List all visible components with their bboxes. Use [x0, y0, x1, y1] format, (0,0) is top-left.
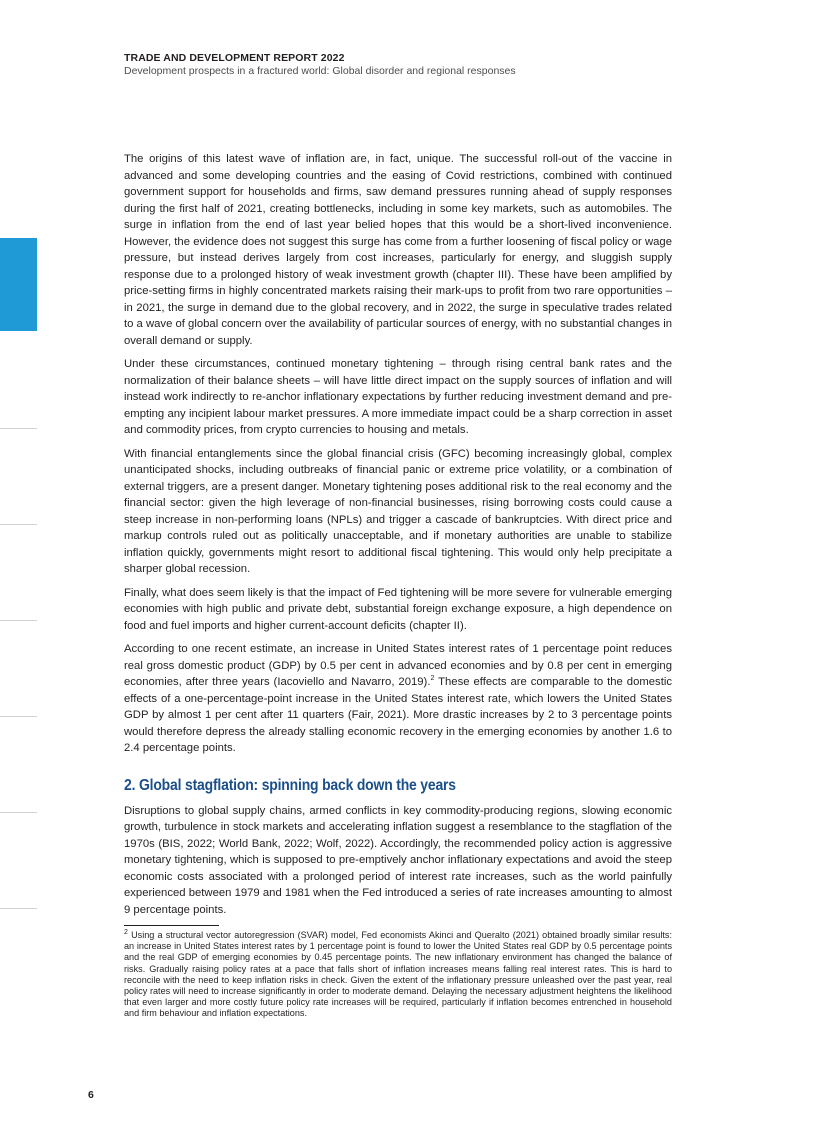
body-text: [124, 151, 672, 1020]
paragraph: [124, 641, 672, 757]
paragraph: Finally, what does seem likely is that the impact of Fed tightening will be more severe for vulnerable emerging economies with high public and private debt, substantial foreign exchange exposure, a high dependence on food and fuel imports and higher current-account deficits (chapter II).: [124, 586, 672, 632]
page-number: 6: [88, 1089, 94, 1101]
paragraph-text: According to one recent estimate, an increase in United States interest rates of 1 percentage point reduces real gross domestic product (GDP) by 0.5 per cent in advanced economies and by 0.8 per cent in emerging economies, after three years (Iacoviello and Navarro, 2019).: [124, 643, 672, 688]
section-heading: 2. Global stagflation: spinning back down the years: [124, 776, 456, 794]
footnote-divider: [124, 925, 219, 926]
footnote-reference[interactable]: 2: [430, 675, 435, 683]
paragraph: Disruptions to global supply chains, armed conflicts in key commodity-producing regions, slowing economic growth, turbulence in stock markets and accelerating inflation suggest a resemblance to the stagflation of the 1970s (BIS, 2022; World Bank, 2022; Wolf, 2022). Accordingly, the recommended policy action is aggressive monetary tightening, which is supposed to pre-emptively anchor inflationary expectations and avoid the steep economic costs associated with a prolonged period of interest rate increases, such as the world painfully experienced between 1979 and 1981 when the Fed introduced a series of rate increases amounting to almost 9 percentage points.: [124, 804, 672, 916]
side-divider: [0, 620, 37, 621]
side-divider: [0, 524, 37, 525]
footnote: [124, 930, 672, 1020]
paragraph: The origins of this latest wave of inflation are, in fact, unique. The successful roll-out of the vaccine in advanced and some developing countries and the easing of Covid restrictions, combined with continued government support for households and firms, saw demand pressures running ahead of supply responses during the first half of 2021, creating bottlenecks, including in some key markets, such as automobiles. The surge in inflation from the end of last year belied hopes that this would be a short-lived inconvenience. However, the evidence does not suggest this surge has come from a further loosening of fiscal policy or wage pressure, but instead derives largely from cost increases, particularly for energy, and sluggish supply response due to a prolonged history of weak investment growth (chapter III). These have been amplified by price-setting firms in highly concentrated markets raising their mark-ups to profit from two rare opportunities – in 2021, the surge in demand due to the global recovery, and in 2022, the surge in speculative trades related to a wave of global concern over the availability of particular sources of energy, with no substantial changes in overall demand or supply.: [124, 153, 672, 347]
paragraph: With financial entanglements since the global financial crisis (GFC) becoming increasingly global, complex unanticipated shocks, including outbreaks of financial panic or extreme price volatility, or a combination of external triggers, are a present danger. Monetary tightening poses additional risk to the real economy and the financial sector: given the high leverage of non-financial businesses, rising borrowing costs could cause a steep increase in non-performing loans (NPLs) and trigger a cascade of bankruptcies. With direct price and markup controls ruled out as politically unacceptable, and if monetary authorities are unable to stabilize inflation quickly, governments might resort to additional fiscal tightening. This would only help precipitate a sharper global recession.: [124, 447, 672, 575]
paragraph: Under these circumstances, continued monetary tightening – through rising central bank rates and the normalization of their balance sheets – will have little direct impact on the supply sources of inflation and will instead work indirectly to re-anchor inflationary expectations by further reducing investment demand and pre-empting any incipient labour market pressures. A more immediate impact could be a sharp correction in asset and commodity prices, from crypto currencies to housing and metals.: [124, 358, 672, 436]
report-title: TRADE AND DEVELOPMENT REPORT 2022: [124, 52, 345, 64]
side-divider: [0, 716, 37, 717]
side-divider: [0, 428, 37, 429]
running-header: [124, 52, 516, 78]
paragraph-text: These effects are comparable to the domestic effects of a one-percentage-point increase in the United States interest rate, which lowers the United States GDP by almost 1 per cent after 11 quarters (Fair, 2021). More drastic increases by 2 to 3 percentage points would therefore depress the already stalling economic recovery in the emerging economies by another 1.6 to 2.4 percentage points.: [124, 676, 672, 754]
side-divider: [0, 812, 37, 813]
side-divider: [0, 908, 37, 909]
report-subtitle: Development prospects in a fractured world: Global disorder and regional responses: [124, 65, 516, 77]
footnote-marker: 2: [124, 928, 128, 936]
chapter-tab-marker[interactable]: [0, 238, 37, 331]
footnote-text: Using a structural vector autoregression (SVAR) model, Fed economists Akinci and Queralto (2021) obtained broadly similar results: an increase in United States interest rates by 1 percentage point is found to lower the United States real GDP by 0.5 percentage points and the real GDP of emerging economies by 0.45 percentage points. The new inflationary environment has changed the balance of risks. Gradually raising policy rates at a pace that falls short of inflation increases means falling real interest rates. This is hard to reconcile with the need to keep inflation risks in check. Given the extent of the inflationary pressure unleashed over the past year, real policy rates will need to increase significantly in order to moderate demand. Delaying the necessary adjustment heightens the likelihood that even larger and more costly future policy rate increases will be required, particularly if inflation becomes entrenched in household and firm behaviour and inflation expectations.: [124, 930, 672, 1019]
